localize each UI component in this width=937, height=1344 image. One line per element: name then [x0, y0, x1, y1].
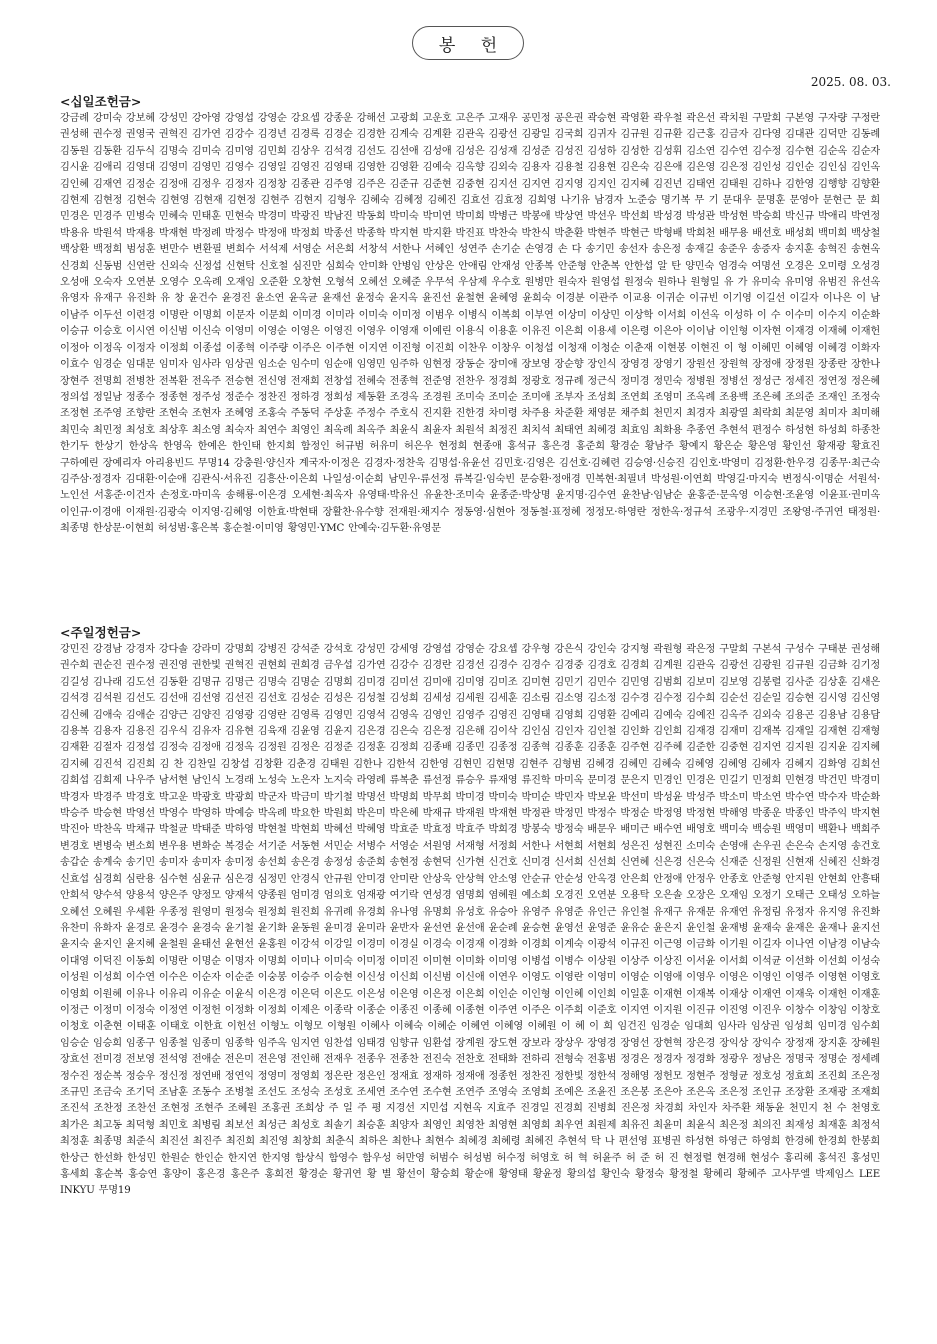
tithe-offering-section — [60, 94, 880, 537]
sunday-donor-list: 강민진 강경남 강경자 강다솔 강라미 강명희 강병진 강석준 강석호 강성민 강세영 강영섭 강영순 강요셉 강우형 강은식 강인숙 강지형 곽원형 곽은정 구말희 구본석 구성수 구태분 권성해 권수희 권순진 권수정 권진영 권한빛 권혁진 권현희 권희경 금우섭 김가연 김강수 김경란 김경선 김경수 김경수 김경중 김경호 김경희 김계원 김관옥 김광선 김광원 김규원 김금화 김기정 김길성 김나래 김도선 김동환 김명규 김명근 김명숙 김명순 김명희 김미경 김미선 김미애 김미영 김미조 김미현 김민기 김민수 김민영 김범희 김보미 김보영 김봉렬 김사준 김상훈 김새은 김석경 김석원 김선도 김선애 김선영 김선진 김선호 김성순 김성은 김성철 김성희 김세성 김세원 김세훈 김소림 김소영 김소정 김수경 김수정 김수희 김순선 김순일 김승현 김시영 김신영 김신혜 김애숙 김애순 김양근 김양진 김영광 김영란 김영록 김영민 김영석 김영옥 김영인 김영주 김영진 김영태 김영희 김영환 김예리 김예숙 김예진 김옥주 김외숙 김용곤 김용남 김용담 김용복 김용자 김용진 김우식 김유자 김유현 김육재 김윤영 김윤지 김은경 김은숙 김은정 김은해 김이삭 김인심 김인자 김인철 김인화 김인희 김재경 김재미 김재복 김재일 김재현 김재형 김재환 김절자 김정섭 김정숙 김정애 김정옥 김정원 김정은 김정준 김정훈 김정희 김종배 김종민 김종정 김종혁 김종훈 김종훈 김주현 김주혜 김준한 김중현 김지연 김지원 김지윤 김지혜 김지혜 김진석 김진희 김 찬 김찬일 김창섭 김창환 김춘경 김태원 김한나 김한석 김한영 김현민 김현명 김현주 김형범 김혜경 김혜민 김혜숙 김혜영 김혜영 김혜자 김혜지 김화영 김희선 김희섭 김희제 나우주 남서현 남인식 노경래 노성숙 노은자 노지숙 라영례 류복춘 류선정 류승우 류재영 류진학 마미옥 문미경 문은지 민경인 민경은 민길기 민정희 민현경 박건민 박경미 박경자 박경주 박경호 박고운 박광호 박광희 박군자 박금미 박기철 박명선 박명희 박무희 박미경 박미숙 박미순 박민자 박보윤 박선미 박성윤 박성주 박소미 박소연 박수연 박수자 박순화 박승주 박승현 박영선 박영수 박영하 박예승 박옥례 박요한 박원희 박은미 박은혜 박재규 박재원 박재현 박정관 박정민 박정수 박정순 박정영 박정현 박해영 박종운 박종인 박주익 박지현 박진아 박찬옥 박채규 박철균 박태준 박하영 박현철 박현희 박혜선 박혜영 박효준 박효정 박효주 박희경 방봉숙 방정숙 배문우 배미근 배수연 배영호 백미숙 백승원 백영미 백환나 백희주 변경호 변병숙 변소희 변우용 변화순 복경순 서기준 서동현 서민순 서병수 서영순 서원영 서재형 서정희 서한나 서현희 서현희 성은진 성현진 소미숙 손영애 손우권 손은숙 손지영 송건호 송갑순 송계숙 송기민 송미자 송미자 송미정 송선희 송은경 송정성 송준희 송현정 송현덕 신가현 신건호 신미경 신서희 신선희 신연혜 신은경 신은숙 신재준 신정원 신현재 신혜진 신화경 신효섭 심경희 심란용 심수현 심윤규 심은경 심정민 안경식 안규원 안미경 안미란 안상욱 안상혁 안소영 안순규 안순성 안옥경 안은희 안정애 안정우 안종호 안준형 안지원 안현희 안흥태 안희석 양수석 양용석 양은주 양정모 양재석 양종원 엄미경 엄의호 엄재광 여기락 연성경 염명희 염혜원 예소희 오경진 오연분 오용탁 오은솔 오장은 오재임 오정기 오태근 오태성 오하늘 오혜선 오혜원 우세환 우종정 원영미 원정숙 원정희 원진희 유귀례 유경희 유나영 유명희 유성호 유승아 유영주 유영준 유인근 유인철 유재구 유재문 유재연 유정림 유정자 유지영 유진화 유찬미 유화자 윤경로 윤경수 윤경숙 윤기철 윤기화 윤동원 윤미경 윤미라 윤반자 윤선연 윤선애 윤순례 윤승현 윤영선 윤영준 윤유순 윤은지 윤인철 윤재병 윤재숙 윤재은 윤재나 윤지선 윤지숙 윤지인 윤지혜 윤철원 윤태선 윤현선 윤홍원 이강석 이강일 이경미 이경실 이경숙 이경재 이경화 이경희 이계숙 이광석 이규진 이근영 이금화 이기원 이길자 이나연 이남경 이남숙 이대영 이덕진 이동희 이명란 이명순 이명자 이명희 이미나 이미숙 이미정 이미진 이미현 이미화 이미영 이병섭 이병수 이상원 이상주 이상진 이서윤 이서희 이석균 이선화 이선희 이성숙 이성원 이성희 이수연 이수은 이순자 이순준 이숭봉 이승주 이승현 이신성 이신희 이신범 이신애 이연우 이영도 이영란 이영미 이영순 이영애 이영우 이영은 이영인 이영주 이영현 이영호 이영희 이원혜 이유나 이유리 이유순 이윤식 이은경 이은덕 이은도 이은성 이은영 이은정 이은희 이인순 이인형 이인혜 이인희 이일훈 이재현 이재복 이재상 이재연 이재욱 이재헌 이재훈 이정근 이정미 이정숙 이정연 이정헌 이정화 이정희 이제은 이종락 이종순 이종진 이종혜 이종현 이주연 이주은 이주희 이준호 이지연 이지원 이진규 이진영 이진우 이창수 이창임 이창호 이청호 이춘현 이태훈 이태호 이한효 이헌선 이형노 이형모 이형원 이혜사 이혜숙 이혜순 이혜연 이혜영 이혜원 이 혜 이 희 임건진 임경순 임대희 임사라 임상권 임성희 임미경 임수희 임승순 임승희 임종구 임종철 임종미 임종학 임주옥 임지연 임찬섭 임태경 임향규 임환섭 장계원 장도현 장보라 장상우 장영경 장영선 장현혁 장은경 장익상 장익수 장정재 장지훈 장혜원 장효선 전미경 전보영 전석영 전애순 전은미 전은영 전인해 전재우 전종우 전종찬 전진숙 전찬호 전태화 전하리 전형숙 전홍범 정경은 정경자 정경화 정광우 정남은 정명국 정명순 정세례 정수진 정순복 정승우 정신정 정연배 정연익 정영미 정영희 정은란 정은인 정재효 정재하 정재애 정종헌 정찬진 정한빛 정한석 정해영 정헌모 정현주 정형균 정호성 정효희 조진희 조은정 조규민 조금숙 조기덕 조남훈 조동수 조병철 조선도 조성숙 조성호 조세연 조수연 조수현 조연주 조영숙 조영희 조예은 조윤진 조은봉 조은아 조은옥 조은정 조인규 조장환 조재광 조재희 조진석 조찬정 조찬선 조현정 조현주 조혜원 조홍권 조희상 주 일 주 평 지경선 지민섭 지현옥 지효주 진경일 진경희 진병희 진은정 차경희 차인자 차주환 채동윤 천민지 천 수 천영호 최가은 최고동 최덕형 최민호 최병림 최보선 최성근 최성호 최솔기 최승훈 최양자 최영인 최영찬 최영현 최영희 최우연 최원제 최유진 최윤미 최윤식 최은정 최의진 최재성 최재훈 최정석 최정훈 최종명 최준식 최진선 최진주 최진희 최진영 최창희 최춘식 최하은 최한나 최현수 최혜경 최혜령 최혜진 추현석 탁 나 편선영 표병권 하성현 하영근 하영희 한경혜 한경희 한봉희 한상근 한선화 한성민 한원순 한인순 한지연 한지영 함상식 함영수 함우성 허만영 허범수 허성범 허수정 허영호 허 혁 허윤주 허 준 허 진 현정렬 현경해 현성수 홍리혜 홍석진 홍성민 홍세희 홍순복 홍승연 홍양이 홍은경 홍은주 홍희전 황경순 황귀연 황 별 황선이 황승희 황순애 황영태 황윤정 황의섭 황인숙 황정숙 황정철 황혜리 황혜주 고사무엘 박제임스 LEE INKYU 무명19 — [60, 644, 880, 1197]
tithe-donor-list: 강금례 강미숙 강보혜 강성민 강아영 강영섭 강영순 강요셉 강종운 강해선 고광희 고운호 고은주 고재우 공민정 공은권 곽승현 곽영환 곽우철 곽은선 곽치원 구말희 구본영 구자량 구정란 권성해 권수정 권영국 권혁진 김가연 김강수 김경년 김경록 김경순 김경한 김계숙 김계환 김관옥 김광선 김광일 김국희 김귀자 김규원 김규환 김근홍 김금자 김다영 김대관 김덕만 김동례 김동원 김동환 김두식 김명숙 김미숙 김미영 김민희 김상우 김석경 김선도 김선애 김성애 김성은 김성재 김성준 김성진 김성하 김성한 김성휘 김소연 김수연 김수정 김수현 김순옥 김순자 김시윤 김애리 김영대 김영미 김영민 김영수 김영일 김영진 김영태 김영한 김영환 김예숙 김옥향 김외숙 김용자 김용철 김용현 김은숙 김은애 김은영 김은정 김인성 김인순 김인심 김인옥 김인혜 김재연 김정순 김정애 김정우 김정자 김정창 김종관 김주영 김주은 김준규 김준현 김중현 김지선 김지연 김지영 김지인 김지혜 김진년 김태연 김태원 김하나 김한영 김행향 김향환 김현제 김현정 김현숙 김현영 김현재 김현정 김현주 김현지 김형우 김혜숙 김혜정 김혜진 김효선 김효정 김희영 나기유 남경자 노준승 명기복 무 기 문대우 문명훈 문영아 문현근 문 희 민경은 민경주 민병숙 민혜숙 민태훈 민현숙 박경미 박광진 박남진 박동희 박미숙 박미연 박미희 박병근 박봉애 박상연 박선우 박선희 박성경 박성관 박성현 박승희 박신규 박애리 박연정 박용유 박원석 박재용 박재현 박정례 박정수 박정애 박정희 박종선 박종학 박지현 박지환 박진표 박찬숙 박찬식 박춘환 박현주 박현근 박형배 박희천 배무용 배선호 배성희 백미희 백상철 백상환 백정희 범성훈 변만수 변환필 변희수 서석제 서영순 서은희 서창석 서한나 서혜인 성연주 손기순 손영경 손 다 송기민 송선자 송은정 송재길 송준우 송증자 송지훈 송혁진 송현옥 신경희 신동범 신연란 신외숙 신정섭 신현탁 신호철 심진만 심희숙 안미화 안병임 안상은 안애림 안재성 안종복 안준형 안춘복 안한섭 알 탄 양민숙 엄경숙 여명선 오경은 오미령 오성경 오성애 오숙자 오연분 오영수 오옥례 오재임 오준환 오창현 오형석 오혜선 오혜준 우무석 우삼제 우수호 원병만 원숙자 원영섭 원정숙 원하나 원형일 유 가 유미숙 유미영 유범진 유선옥 유영자 유재구 유진화 유 창 윤건수 윤경진 윤소연 윤옥균 윤재선 윤정숙 윤지옥 윤진선 윤철현 윤혜영 윤희숙 이경분 이관주 이교용 이귀순 이규빈 이기영 이길선 이길자 이나은 이 남 이남주 이두선 이련경 이명란 이명희 이문자 이문희 이미경 이미라 이미숙 이미정 이범우 이병식 이복희 이부연 이상미 이상민 이상학 이서희 이선옥 이성하 이 수 이수미 이수지 이순화 이승규 이승호 이시연 이신범 이신숙 이영미 이영순 이영은 이영진 이영우 이영재 이예린 이용식 이용훈 이유진 이은희 이용세 이은령 이은아 이이남 이인형 이자현 이재경 이재혜 이재헌 이정아 이정옥 이정자 이정희 이종섭 이종혁 이주량 이주은 이주현 이지연 이진형 이진희 이찬우 이창우 이청섭 이청재 이청순 이춘재 이현봉 이현진 이 형 이혜민 이혜영 이혜경 이화자 이효수 임경순 임대문 임미자 임사라 임상권 임소순 임수미 임순애 임영민 임주하 임현정 장동순 장미애 장보영 장순향 장인식 장영경 장영기 장원선 장원혁 장정애 장정원 장종란 장한나 장현주 전명희 전병찬 전복환 전옥주 전승현 전신영 전재희 전창섭 전혜숙 전종혁 전준영 전찬우 정경희 정광호 정규례 정근식 정미경 정민숙 정병원 정병선 정성근 정세진 정연정 정은혜 정의섭 정일남 정종수 정종현 정주성 정준수 정찬진 정하경 정회성 제동환 조경옥 조경원 조미숙 조미순 조미애 조부자 조성희 조연희 조영미 조옥례 조용백 조은혜 조의준 조재인 조정숙 조정현 조주영 조향란 조현숙 조현자 조혜영 조홍숙 주동덕 주상훈 주정수 주호식 진지환 진한경 차미령 차주용 차준환 채영문 채주희 천민지 최경자 최광열 최락희 최문영 최미자 최미해 최민숙 최민정 최성호 최상후 최소영 최숙자 최연수 최영인 최옥례 최옥주 최윤식 최윤자 최원석 최정진 최치석 최태연 최혜경 최효임 최화용 추종연 추현석 편정수 하성현 하성희 하종찬 한기두 한상기 한상옥 한영옥 한예은 한인태 한지희 함정인 허규범 허유미 허은우 현정희 현종애 홍석규 홍은경 홍준희 황경순 황남주 황예지 황은순 황은영 황인선 황재광 황효진 구하예린 장예리자 아리용빈드 무명14 강충원·양신자 계국자·이정은 김경자·정찬욱 김명섭·유윤선 김민호·김영은 김선호·김혜련 김승영·신승진 김인호·박영미 김정환·한우경 김종무·최근숙 김주삼·정경자 김대환·이순애 김관식·서유진 김흥산·이은희 나일성·이순희 남민우·류선정 류복길·임숙빈 문승환·정애경 민복현·최필녀 박성원·이연희 박영길·마지숙 변정식·이명순 서원석·노인선 서홍준·이건자 손정호·마미옥 송해룡·이은경 오세현·최옥자 유영태·박유신 유윤찬·조미숙 윤종준·박상명 윤지명·김수연 윤찬남·임남순 윤홍준·문옥영 이승현·조윤영 이윤표·권미옥 이인규·이경애 이재원·김광숙 이지영·김혜영 이한효·박현태 장활찬·유수향 전재원·채지수 정동영·심현아 정동철·표정혜 정정모·하영란 정한옥·정규석 조광우·지경민 조왕영·주귀연 태정원·최종명 한상문·이현희 허성범·홍은복 홍순철·이미영 황영민·YMC 안예숙·김두환·유영문 — [60, 113, 880, 535]
sunday-offering-section — [60, 625, 880, 1314]
page-title: 봉 헌 — [412, 26, 524, 60]
bulletin-date: 2025. 08. 03. — [810, 75, 891, 89]
section-title-tithe: <십일조헌금> — [60, 94, 142, 109]
section-title-sunday: <주일정헌금> — [60, 625, 142, 640]
